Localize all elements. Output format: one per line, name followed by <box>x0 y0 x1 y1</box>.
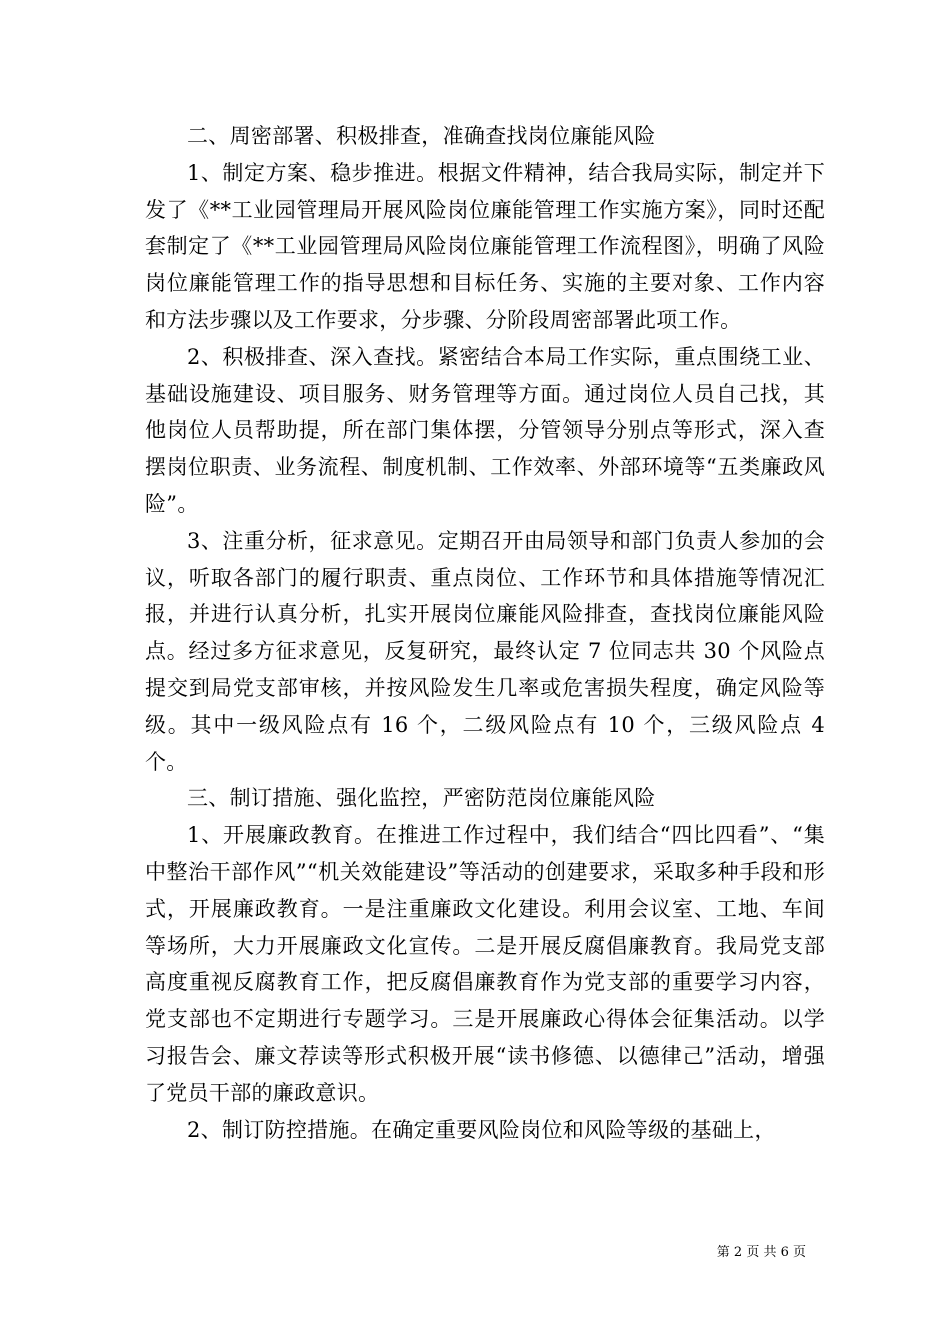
section-heading-3: 三、制订措施、强化监控，严密防范岗位廉能风险 <box>187 786 656 811</box>
paragraph-investigation: 2、积极排查、深入查找。紧密结合本局工作实际，重点围绕工业、基础设施建设、项目服务、财务管理等方面。通过岗位人员自己找，其他岗位人员帮助提，所在部门集体摆，分管领导分别点等形式，深入查摆岗位职责、业务流程、制度机制、工作效率、外部环境等“五类廉政风险”。 <box>145 344 825 516</box>
paragraph-measures: 2、制订防控措施。在确定重要风险岗位和风险等级的基础上， <box>187 1117 776 1142</box>
document-body <box>145 118 825 1148</box>
paragraph-plan: 1、制定方案、稳步推进。根据文件精神，结合我局实际，制定并下发了《**工业园管理局开展风险岗位廉能管理工作实施方案》，同时还配套制定了《**工业园管理局风险岗位廉能管理工作流程图》，明确了风险岗位廉能管理工作的指导思想和目标任务、实施的主要对象、工作内容和方法步骤以及工作要求，分步骤、分阶段周密部署此项工作。 <box>145 160 825 332</box>
paragraph-education: 1、开展廉政教育。在推进工作过程中，我们结合“四比四看”、“集中整治干部作风”“机关效能建设”等活动的创建要求，采取多种手段和形式，开展廉政教育。一是注重廉政文化建设。利用会议室、工地、车间等场所，大力开展廉政文化宣传。二是开展反腐倡廉教育。我局党支部高度重视反腐教育工作，把反腐倡廉教育作为党支部的重要学习内容，党支部也不定期进行专题学习。三是开展廉政心得体会征集活动。以学习报告会、廉文荐读等形式积极开展“读书修德、以德律己”活动，增强了党员干部的廉政意识。 <box>145 823 825 1105</box>
page-number: 第 2 页 共 6 页 <box>716 1245 806 1260</box>
section-heading-2: 二、周密部署、积极排查，准确查找岗位廉能风险 <box>187 124 656 148</box>
paragraph-analysis: 3、注重分析，征求意见。定期召开由局领导和部门负责人参加的会议，听取各部门的履行职责、重点岗位、工作环节和具体措施等情况汇报，并进行认真分析，扎实开展岗位廉能风险排查，查找岗位廉能风险点。经过多方征求意见，反复研究，最终认定 7 位同志共 30 个风险点提交到局党支部审核，并按风险发生几率或危害损失程度，确定风险等级。其中一级风险点有 16 个，二级风险点有 10 个，三级风险点 4 个。 <box>145 528 825 774</box>
